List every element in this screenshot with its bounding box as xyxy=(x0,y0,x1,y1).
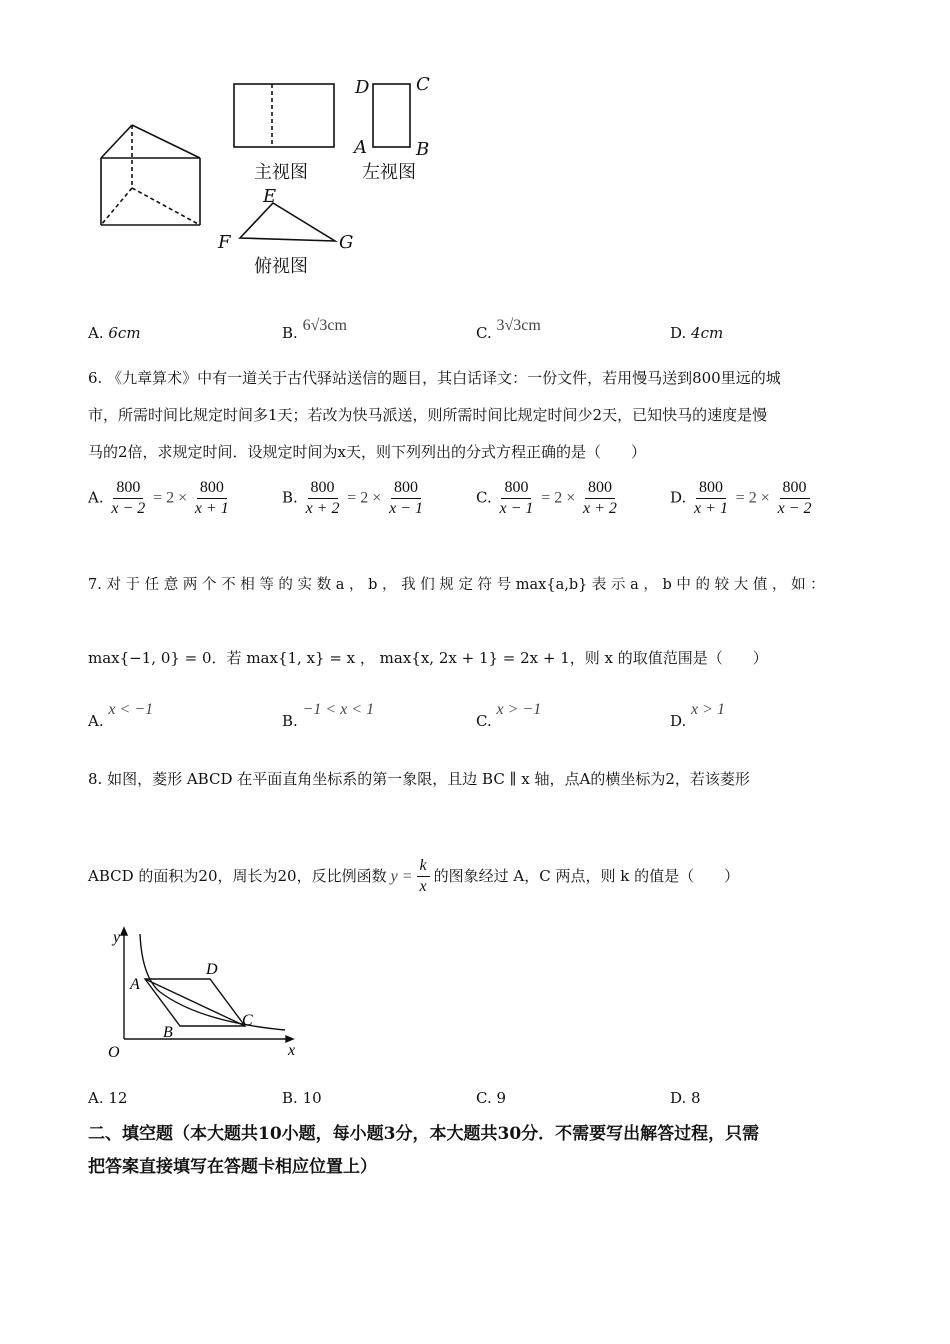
q6-stem xyxy=(88,360,888,471)
q5-option-b[interactable]: B. 6√3cm xyxy=(282,317,347,342)
vertex-A: A xyxy=(354,137,367,158)
q6-line-1: 6. 《九章算术》中有一道关于古代驿站送信的题目，其白话译文：一份文件，若用慢马送到800里远的城 xyxy=(88,369,781,387)
left-view-label: 左视图 xyxy=(362,162,416,183)
q6-option-a[interactable]: A. $\frac{800}{x - 2}$ = 2 × $\frac{800}{x + 1}$ xyxy=(88,479,229,517)
q8-option-d[interactable]: D. 8 xyxy=(670,1089,701,1107)
q8-option-c[interactable]: C. 9 xyxy=(476,1089,507,1107)
q6-line-2: 市，所需时间比规定时间多1天；若改为快马派送，则所需时间比规定时间少2天，已知快马的速度是慢 xyxy=(88,406,768,424)
point-a-label: A xyxy=(130,976,140,993)
q8-line-1: 8. 如图，菱形 ABCD 在平面直角坐标系的第一象限，且边 BC ∥ x 轴，点A的横坐标为2，若该菱形 xyxy=(88,770,750,788)
front-view-label: 主视图 xyxy=(254,162,308,183)
q8-line-2 xyxy=(88,856,739,897)
vertex-B: B xyxy=(416,139,430,160)
q8-function-lhs: y = xyxy=(390,867,413,885)
vertex-E: E xyxy=(263,186,277,207)
q8-option-a[interactable]: A. 12 xyxy=(88,1089,128,1107)
q7-option-c[interactable]: C. x > −1 xyxy=(476,701,542,730)
section-2-heading-line-1: 二、填空题（本大题共10小题，每小题3分，本大题共30分．不需要写出解答过程，只需 xyxy=(88,1124,760,1144)
section-2-heading-line-2: 把答案直接填写在答题卡相应位置上） xyxy=(88,1157,377,1177)
q8-line-2-pre: ABCD 的面积为20，周长为20，反比例函数 xyxy=(88,867,387,885)
prism-drawing xyxy=(101,125,200,225)
q7-line-1: 7. 对 于 任 意 两 个 不 相 等 的 实 数 a ， b ， 我 们 规 定 符 号 max{a,b} 表 示 a ， b 中 的 较 大 值 ， 如 ： xyxy=(88,577,825,593)
q7-option-a[interactable]: A. x < −1 xyxy=(88,701,154,730)
q8-option-b[interactable]: B. 10 xyxy=(282,1089,322,1107)
q7-line-2: max{−1, 0} = 0．若 max{1, x} = x ， max{x, 2x + 1} = 2x + 1，则 x 的取值范围是（ ） xyxy=(88,649,768,667)
axis-y-label: y xyxy=(113,929,121,946)
point-b-label: B xyxy=(163,1024,173,1041)
origin-label: O xyxy=(108,1044,120,1061)
q5-option-a[interactable]: A. 6cm xyxy=(88,324,141,342)
q8-figure xyxy=(100,922,310,1062)
vertex-C: C xyxy=(416,74,430,95)
q7-option-d[interactable]: D. x > 1 xyxy=(670,701,725,730)
axis-x-label: x xyxy=(288,1042,296,1059)
vertex-G: G xyxy=(339,232,354,253)
left-view-drawing xyxy=(373,84,410,147)
q5-option-d[interactable]: D. 4cm xyxy=(670,324,724,342)
q6-option-b[interactable]: B. $\frac{800}{x + 2}$ = 2 × $\frac{800}{x - 1}$ xyxy=(282,479,423,517)
top-view-label: 俯视图 xyxy=(254,256,308,277)
vertex-F: F xyxy=(218,232,231,253)
q6-line-3: 马的2倍，求规定时间．设规定时间为x天，则下列列出的分式方程正确的是（ ） xyxy=(88,443,647,461)
top-view-drawing xyxy=(240,203,335,241)
q6-option-c[interactable]: C. $\frac{800}{x - 1}$ = 2 × $\frac{800}{x + 2}$ xyxy=(476,479,617,517)
q8-line-2-post: 的图象经过 A，C 两点，则 k 的值是（ ） xyxy=(433,867,740,885)
vertex-D: D xyxy=(355,77,370,98)
section-2-heading xyxy=(88,1118,878,1184)
front-view-drawing xyxy=(234,84,334,147)
point-c-label: C xyxy=(242,1012,253,1029)
q8-function-fraction: $\frac{k}{x}$ xyxy=(417,856,430,897)
q5-option-c[interactable]: C. 3√3cm xyxy=(476,317,541,342)
point-d-label: D xyxy=(206,961,218,978)
q6-option-d[interactable]: D. $\frac{800}{x + 1}$ = 2 × $\frac{800}{x - 2}$ xyxy=(670,479,812,517)
q7-option-b[interactable]: B. −1 < x < 1 xyxy=(282,701,375,730)
